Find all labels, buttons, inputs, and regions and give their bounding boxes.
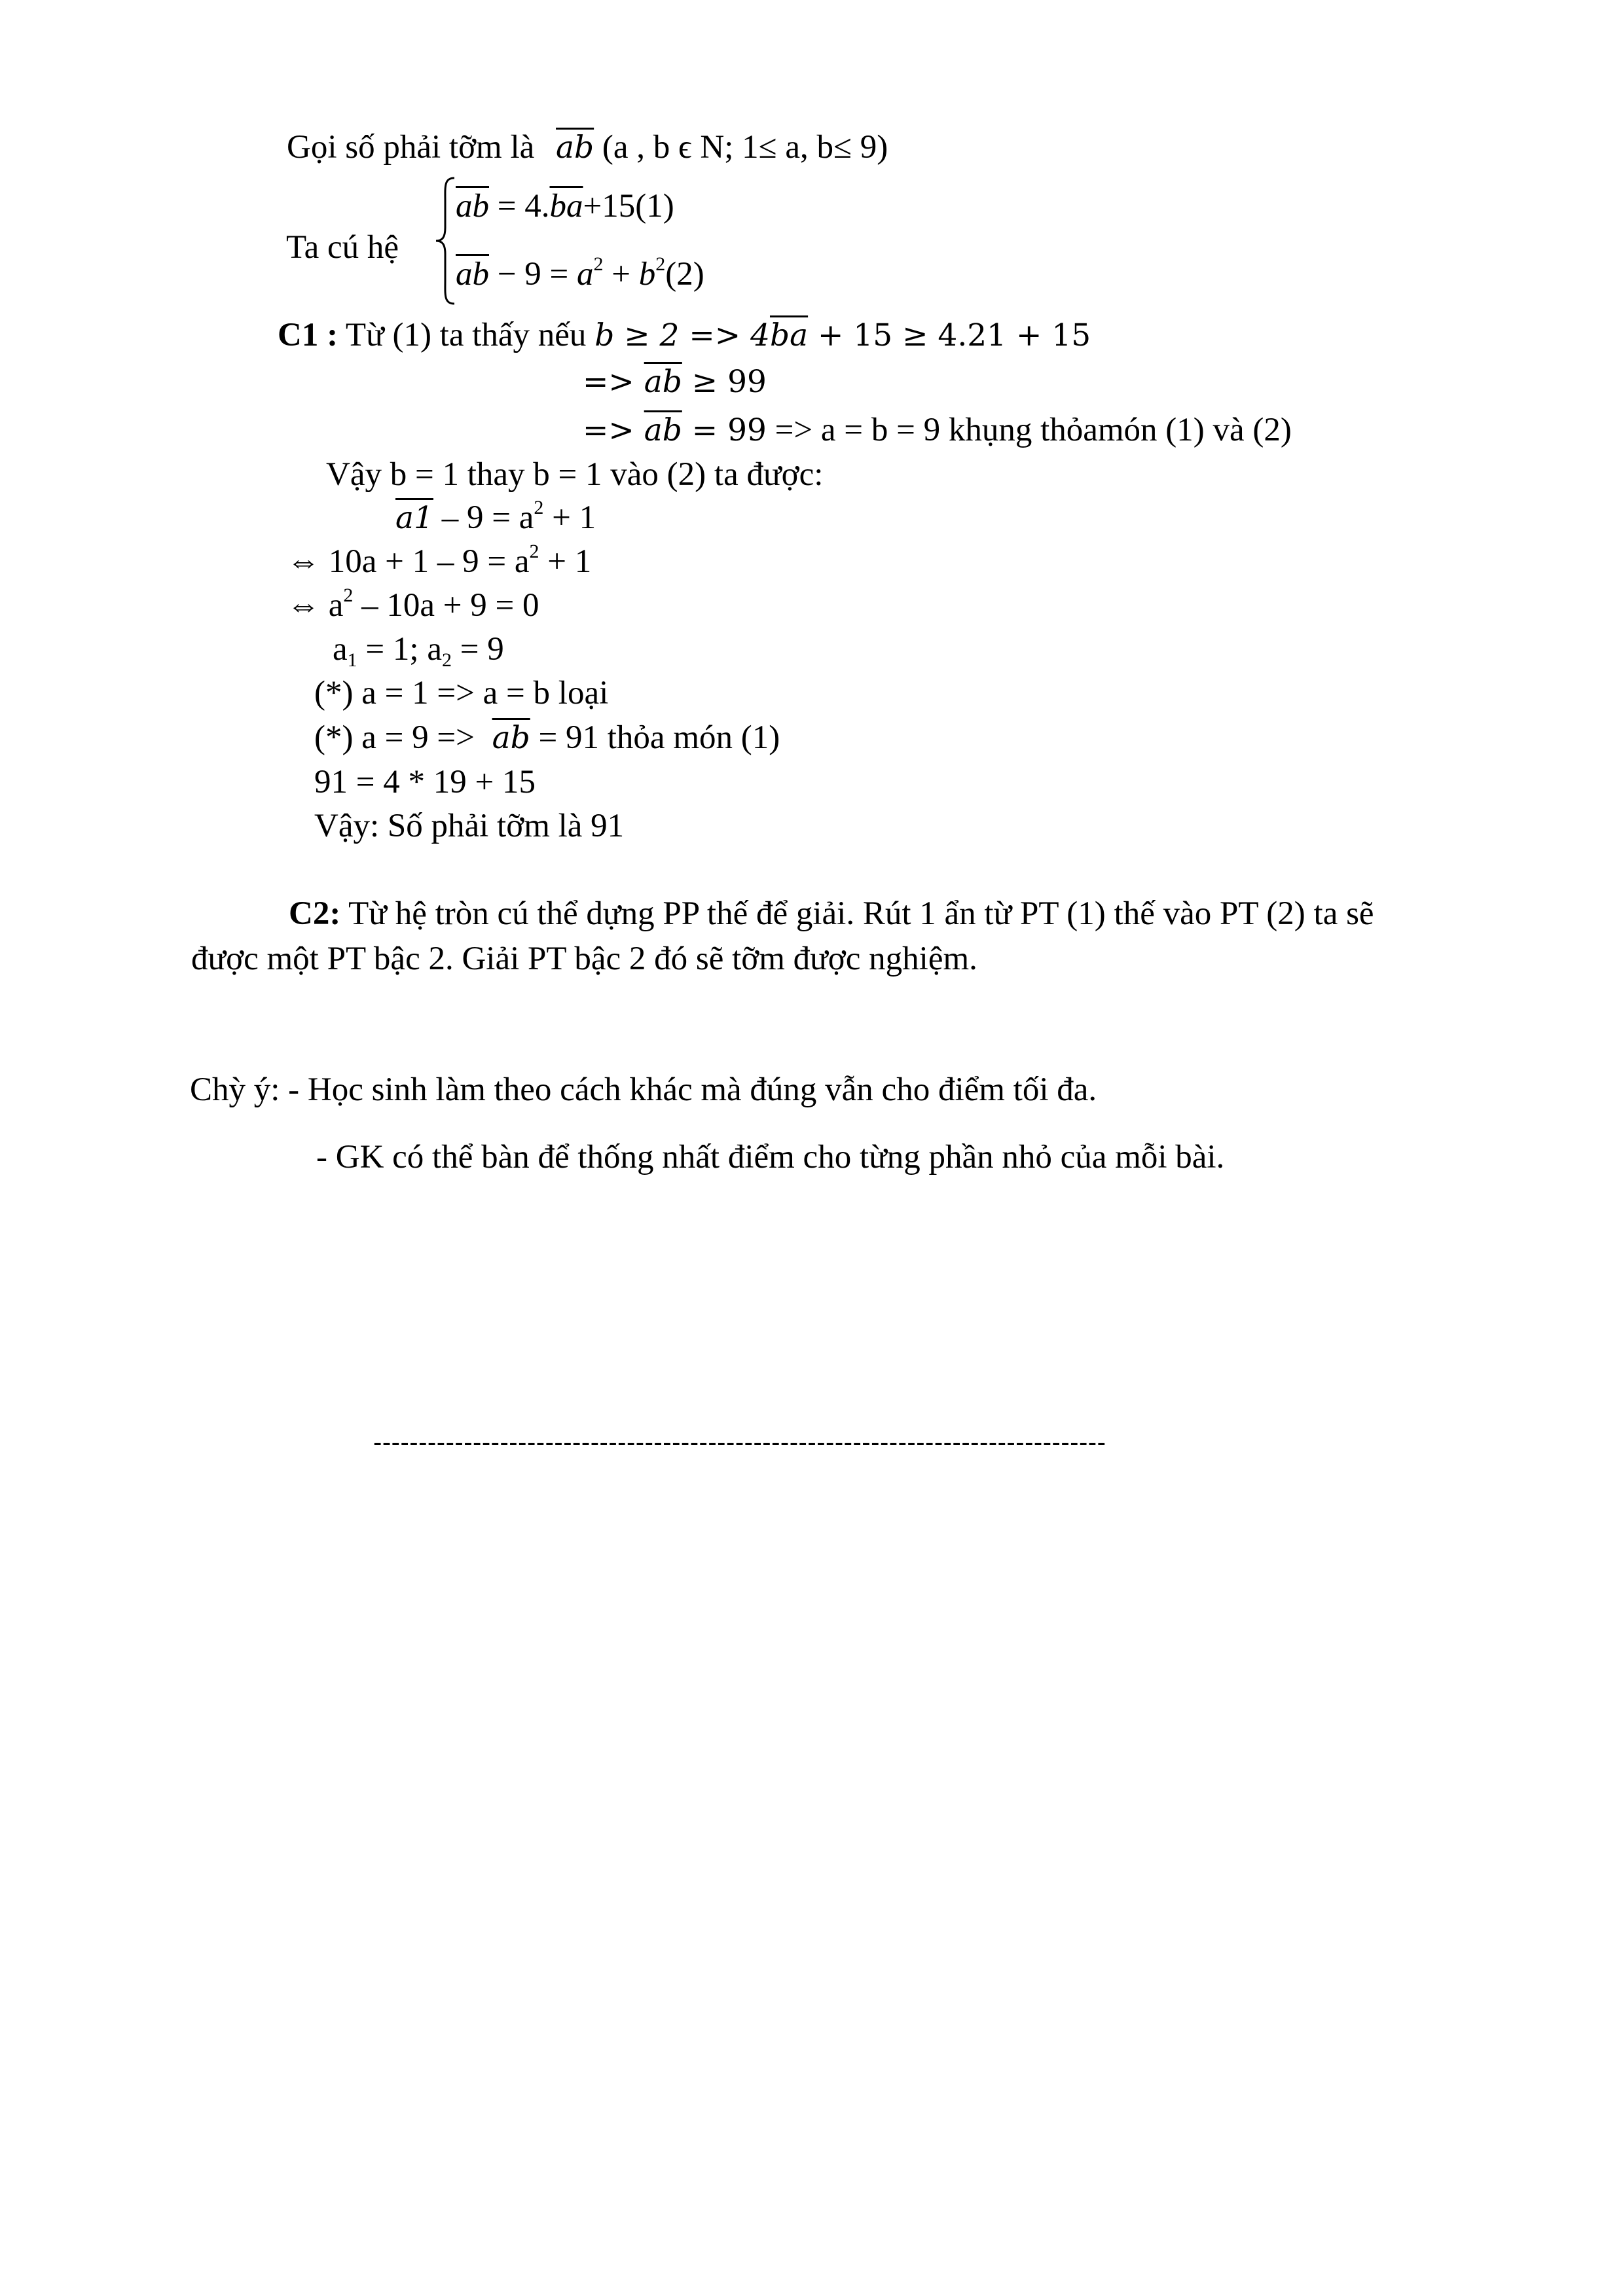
step-2-mid: – 9 = a [433, 499, 534, 536]
intro-var-ab: $\overline{ab}$ [556, 130, 594, 166]
separator-line: --------------------------------------------------------------------------------- [373, 1428, 1106, 1457]
step-2 [395, 497, 596, 536]
c1-line3 [583, 414, 1292, 447]
step-3-pre: ⇔ 10a + 1 – 9 = a [287, 543, 530, 580]
step-1: Vậy b = 1 thay b = 1 vào (2) ta được: [326, 456, 824, 493]
c1-line3-ab: $\overline{ab}$ [644, 412, 682, 448]
eq2-tail: (2) [665, 256, 704, 293]
eq2-a: a [577, 256, 594, 293]
step-3-tail: + 1 [539, 543, 592, 580]
step-5-mid: = 1; a [357, 631, 442, 668]
c2-label: C2: [289, 895, 341, 932]
eq2-plus: + [603, 256, 639, 293]
eq2-mid: − 9 = [489, 256, 577, 293]
c1-label: C1 : [278, 317, 338, 353]
c1-line2-pre: => [583, 364, 644, 400]
c1-line3-text: => a = b = 9 khụng thỏamón (1) và (2) [766, 412, 1292, 448]
step-2-a1: a1 [395, 500, 433, 536]
intro-text: Gọi số phải tỡm là [287, 129, 535, 166]
eq1-mid: = 4. [489, 188, 550, 224]
eq2-sq1: 2 [593, 253, 604, 275]
left-brace-icon [433, 175, 457, 306]
step-5-a: a [333, 631, 348, 668]
c2-line2: được một PT bậc 2. Giải PT bậc 2 đó sẽ tỡm được nghiệm. [191, 941, 977, 977]
step-4-sq: 2 [343, 584, 354, 606]
c2-line1 [289, 897, 1374, 931]
c1-line2-ab: $\overline{ab}$ [644, 364, 682, 400]
eq1-ab: $\overline{ab}$ [456, 188, 489, 224]
step-2-sq: 2 [534, 497, 544, 518]
step-4-tail: – 10a + 9 = 0 [353, 587, 539, 624]
step-7-tail: = 91 thỏa món (1) [530, 719, 780, 756]
step-4-pre: ⇔ a [287, 587, 344, 624]
c1-line1 [278, 319, 1091, 352]
step-7-pre: (*) a = 9 => [314, 719, 483, 756]
note-line2: - GK có thể bàn để thống nhất điểm cho từng phần nhỏ của mỗi bài. [316, 1139, 1225, 1175]
c2-line1-text: Từ hệ tròn cú thể dựng PP thế để giải. Rút 1 ẩn từ PT (1) thế vào PT (2) ta sẽ [340, 895, 1374, 932]
eq2-b: b [638, 256, 656, 293]
step-5-tail: = 9 [451, 631, 504, 668]
c1-line2-post: ≥ 99 [682, 364, 767, 400]
step-5-sub1: 1 [347, 649, 357, 671]
step-5-sub2: 2 [441, 649, 452, 671]
c1-line3-math: = 99 [682, 412, 767, 448]
note-line1: Chỳ ý: - Học sinh làm theo cách khác mà đúng vẫn cho điểm tối đa. [190, 1071, 1097, 1108]
system-eq1 [456, 190, 674, 223]
eq2-sq2: 2 [655, 253, 666, 275]
eq2-ab: $\overline{ab}$ [456, 256, 489, 293]
intro-line [287, 131, 888, 164]
step-5 [333, 631, 504, 671]
step-3-sq: 2 [529, 541, 539, 562]
c1-lead: Từ (1) ta thấy nếu [345, 317, 587, 353]
step-2-tail: + 1 [543, 499, 596, 536]
system-eq2 [456, 253, 704, 293]
step-7 [314, 721, 780, 755]
c1-inequality [594, 317, 1091, 353]
step-3 [287, 541, 592, 580]
c1-line2 [583, 364, 767, 400]
system-label: Ta cú hệ [286, 229, 399, 266]
c1-ba: $\overline{ba}$ [769, 317, 809, 353]
step-6: (*) a = 1 => a = b loại [314, 675, 609, 711]
eq1-ba: $\overline{ba}$ [549, 188, 583, 224]
c1-cond: b ≥ 2 => 4 [594, 317, 770, 353]
c1-line3-pre: => [583, 412, 644, 448]
step-8: 91 = 4 * 19 + 15 [314, 764, 536, 800]
step-7-ab: $\overline{ab}$ [492, 720, 530, 756]
eq1-tail: +15(1) [583, 188, 674, 224]
c1-ineq: + 15 ≥ 4.21 + 15 [808, 317, 1091, 353]
step-4 [287, 584, 539, 624]
intro-condition: (a , b ϵ N; 1≤ a, b≤ 9) [602, 129, 888, 166]
step-9: Vậy: Số phải tỡm là 91 [314, 808, 625, 844]
